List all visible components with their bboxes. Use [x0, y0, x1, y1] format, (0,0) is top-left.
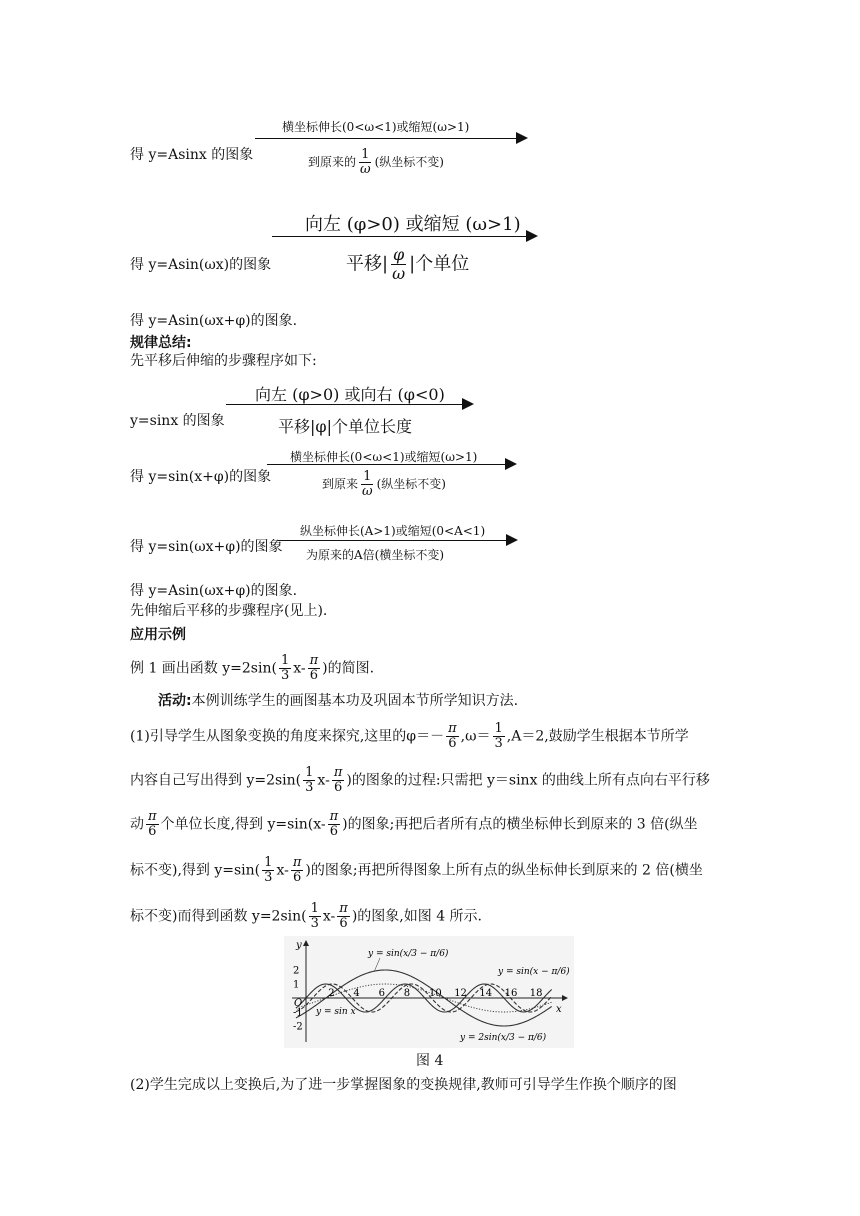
result-line-2: 得 y=Asin(ωx+φ)的图象. — [130, 583, 298, 599]
activity-label: 活动: — [158, 693, 192, 709]
summary-intro: 先平移后伸缩的步骤程序如下: — [130, 353, 317, 369]
step2-frac-num: φ — [393, 245, 405, 264]
label-sin: y = sin x — [316, 1007, 356, 1017]
x-tick-label: 4 — [353, 988, 360, 999]
frac-num: π — [448, 721, 457, 736]
step2-bottom-label — [346, 246, 469, 283]
step2-arrowhead — [526, 230, 538, 242]
para1-l2-pre: 内容自己写出得到 y=2sin( — [130, 772, 302, 789]
label-stretch: y = sin(x/3 − π/6) — [368, 949, 449, 959]
y-tick-label: 1 — [293, 979, 300, 991]
para1-l2-mid: x- — [317, 772, 330, 789]
step4-frac-den: ω — [362, 484, 373, 499]
step1-bottom-label — [308, 148, 444, 177]
para1-line3 — [130, 810, 698, 839]
para1-l4-post: )的图象;再把所得图象上所有点的纵坐标伸长到原来的 2 倍(横坐 — [305, 862, 703, 879]
heading-summary: 规律总结: — [130, 335, 192, 351]
step5-arrowhead — [506, 534, 518, 546]
para1-line4 — [130, 856, 703, 885]
x-tick-label: 18 — [529, 988, 543, 999]
step4-top-label: 横坐标伸长(0<ω<1)或缩短(ω>1) — [290, 450, 478, 464]
frac-den: 6 — [339, 916, 348, 931]
step1-bottom-post: (纵坐标不变) — [374, 155, 444, 169]
step4-bottom-pre: 到原来 — [322, 477, 359, 491]
x-tick-label: 16 — [504, 988, 518, 999]
step4-bottom-label — [322, 470, 446, 499]
x-axis-label: x — [556, 1004, 562, 1015]
step4-bottom-post: (纵坐标不变) — [376, 477, 446, 491]
step3-arrowhead — [462, 398, 474, 410]
step2-frac-den: ω — [392, 264, 406, 283]
step1-frac-num: 1 — [361, 147, 370, 162]
y-tick-label: -1 — [293, 1007, 303, 1019]
x-tick-label: 12 — [454, 988, 467, 999]
step1-frac-den: ω — [360, 162, 371, 177]
para1-line1 — [130, 722, 689, 751]
label-final: y = 2sin(x/3 − π/6) — [460, 1033, 547, 1043]
activity-line — [158, 692, 518, 710]
reverse-line: 先伸缩后平移的步骤程序(见上). — [130, 603, 328, 619]
frac-num: 1 — [280, 653, 290, 668]
para1-l4-pre: 标不变),得到 y=sin( — [130, 862, 261, 879]
step5-top-label: 纵坐标伸长(A>1)或缩短(0<A<1) — [300, 524, 486, 538]
frac-den: 6 — [292, 870, 302, 885]
frac-num: 1 — [264, 855, 273, 870]
step1-bottom-pre: 到原来的 — [308, 155, 357, 169]
step4-arrow — [267, 464, 507, 465]
step1-arrow — [255, 138, 517, 139]
x-tick-label: 10 — [429, 988, 442, 999]
x-tick-label: 14 — [479, 988, 493, 999]
step4-left-text: 得 y=sin(x+φ)的图象 — [130, 469, 272, 485]
step2-top-label: 向左 (φ>0) 或缩短 (ω>1) — [305, 214, 521, 235]
step2-left-text: 得 y=Asin(ωx)的图象 — [130, 257, 272, 273]
frac-den: 3 — [305, 780, 314, 795]
step2-arrow — [272, 236, 528, 237]
step5-arrow — [278, 540, 508, 541]
frac-num: π — [339, 901, 348, 916]
frac-den: 3 — [280, 668, 290, 683]
frac-num: π — [148, 809, 157, 824]
frac-num: 1 — [494, 721, 503, 736]
para1-l3-post: )的图象;再把后者所有点的横坐标伸长到原来的 3 倍(纵坐 — [342, 816, 698, 833]
step4-arrowhead — [505, 458, 517, 470]
y-tick-label: -2 — [293, 1021, 303, 1033]
frac-den: 6 — [333, 780, 343, 795]
para1-l5-pre: 标不变)而得到函数 y=2sin( — [130, 908, 307, 925]
frac-num: π — [309, 653, 319, 668]
y-axis-label: y — [296, 940, 302, 951]
para1-l1-pre: (1)引导学生从图象变换的角度来探究,这里的φ＝－ — [130, 728, 445, 745]
frac-den: 3 — [494, 736, 503, 751]
frac-den: 3 — [264, 870, 273, 885]
figure-4-graph — [284, 936, 574, 1048]
step2-bottom-post: |个单位 — [409, 253, 470, 275]
step3-top-label: 向左 (φ>0) 或向右 (φ<0) — [255, 385, 445, 404]
example1-mid: x- — [293, 660, 306, 677]
step1-arrowhead — [516, 132, 528, 144]
para1-l4-mid: x- — [276, 862, 289, 879]
example1-pre: 例 1 画出函数 y=2sin( — [130, 660, 277, 677]
step5-bottom-label: 为原来的A倍(横坐标不变) — [306, 548, 445, 562]
para1-l3-pre: 动 — [130, 816, 144, 833]
frac-num: π — [333, 765, 343, 780]
activity-text: 本例训练学生的画图基本功及巩固本节所学知识方法. — [191, 693, 519, 709]
para1-line2 — [130, 766, 710, 795]
para1-l5-post: )的图象,如图 4 所示. — [351, 908, 482, 925]
para2-line: (2)学生完成以上变换后,为了进一步掌握图象的变换规律,教师可引导学生作换个顺序的图 — [130, 1077, 677, 1093]
frac-num: π — [329, 809, 339, 824]
frac-num: π — [292, 855, 302, 870]
step5-left-text: 得 y=sin(ωx+φ)的图象 — [130, 539, 283, 555]
label-shift: y = sin(x − π/6) — [498, 967, 570, 977]
figure-caption: 图 4 — [416, 1053, 444, 1069]
x-tick-label: 6 — [378, 988, 385, 999]
step3-bottom-label: 平移|φ|个单位长度 — [278, 417, 412, 436]
frac-den: 3 — [310, 916, 319, 931]
para1-l2-post: )的图象的过程:只需把 y＝sinx 的曲线上所有点向右平行移 — [346, 772, 710, 789]
frac-den: 6 — [309, 668, 319, 683]
frac-num: 1 — [310, 901, 319, 916]
frac-den: 6 — [448, 736, 457, 751]
frac-den: 6 — [329, 824, 339, 839]
step2-bottom-pre: 平移| — [346, 253, 389, 275]
para1-l3-mid: 个单位长度,得到 y=sin(x- — [160, 816, 326, 833]
step4-frac-num: 1 — [363, 469, 372, 484]
step3-arrow — [226, 404, 464, 405]
step1-left-text: 得 y=Asinx 的图象 — [130, 147, 254, 163]
para1-l1-post: ,A＝2,鼓励学生根据本节所学 — [506, 728, 689, 745]
para1-l1-mid: ,ω＝ — [460, 728, 491, 745]
heading-example: 应用示例 — [130, 627, 186, 643]
x-tick-label: 2 — [328, 988, 335, 999]
y-tick-label: 2 — [293, 965, 300, 977]
result-line-1: 得 y=Asin(ωx+φ)的图象. — [130, 313, 298, 329]
para1-line5 — [130, 902, 482, 931]
example1-line — [130, 654, 374, 683]
step3-left-text: y=sinx 的图象 — [130, 413, 225, 429]
frac-den: 6 — [148, 824, 157, 839]
example1-post: )的简图. — [322, 660, 375, 677]
origin-label: O — [294, 998, 303, 1009]
x-tick-label: 8 — [403, 988, 411, 999]
frac-num: 1 — [305, 765, 314, 780]
step1-top-label: 横坐标伸长(0<ω<1)或缩短(ω>1) — [282, 120, 470, 134]
para1-l5-mid: x- — [322, 908, 336, 925]
